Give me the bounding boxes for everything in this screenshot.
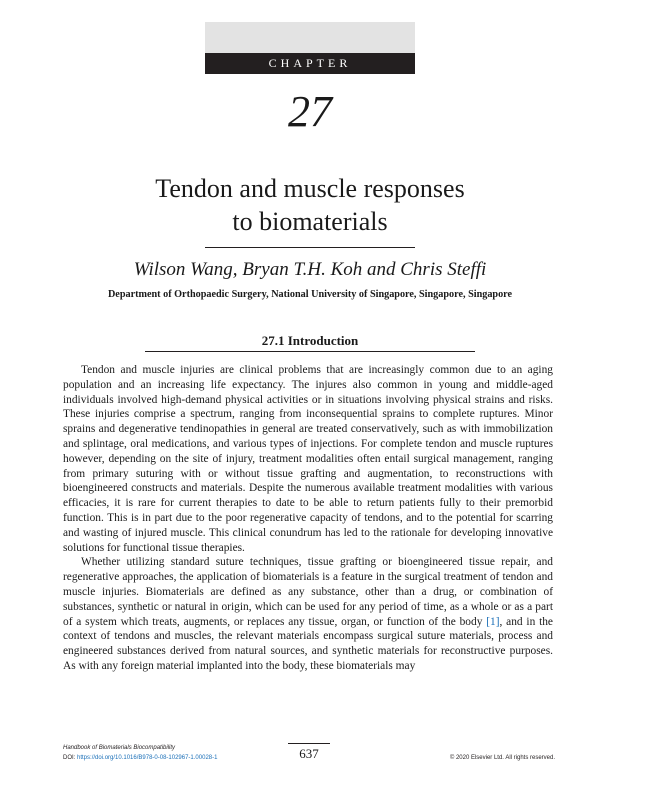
section-divider	[145, 351, 475, 352]
footer-source	[63, 743, 217, 763]
chapter-label-box	[205, 22, 415, 74]
doi-link[interactable]: https://doi.org/10.1016/B978-0-08-102967-1.00028-1	[77, 755, 218, 761]
section-number: 27.1	[261, 333, 285, 348]
chapter-title-line-1: Tendon and muscle responses	[155, 174, 465, 203]
author-list: Wilson Wang, Bryan T.H. Koh and Chris Steffi	[133, 259, 487, 280]
chapter-title-line-2: to biomaterials	[232, 207, 388, 236]
paragraph-2-text-a: Whether utilizing standard suture techniques, tissue grafting or bioengineered tissue repair, and regenerative approaches, the application of biomaterials is a feature in the surgical treatment of tendon and muscle injuries. Biomaterials are defined as any substance, other than a drug, or combination of substances, synthetic or natural in origin, which can be used for any period of time, as a whole or as a part of a system which treats, augments, or replaces any tissue, organ, or function of the body	[63, 556, 553, 628]
citation-link[interactable]: [1]	[486, 615, 500, 628]
paragraph-1: Tendon and muscle injuries are clinical problems that are increasingly common due to an aging population and an increasing life expectancy. The injures also common in young and middle-aged individuals involved high-demand physical activities or in situations involving physical strains and risks. These injuries comprise a spectrum, ranging from inconsequential sprains to complete ruptures. Minor sprains and degenerative tendinopathies in general are treated conservatively, such as with immobilization and splintage, oral medications, and various types of injections. For complete tendon and muscle ruptures however, depending on the site of injury, treatment modalities often entail surgical management, ranging from primary suturing with or without tissue grafting and augmentation, to reconstructions with bioengineered constructs and materials. Despite the numerous available treatment modalities with various efficacies, it is rare for current therapies to date to be able to return patients fully to their premorbid function. This is in part due to the poor regenerative capacity of tendons, and to the potential for scarring and wasting of injured muscle. This clinical conundrum has led to the rationale for developing innovative solutions for functional tissue therapies.	[63, 364, 553, 554]
chapter-number: 27	[288, 87, 332, 136]
author-affiliation: Department of Orthopaedic Surgery, National University of Singapore, Singapore, Singapore	[107, 289, 513, 300]
title-divider	[205, 247, 415, 248]
page-number-divider	[288, 743, 330, 744]
section-heading	[145, 333, 475, 349]
book-title: Handbook of Biomaterials Biocompatibility	[63, 745, 176, 751]
paragraph-2-text-b: , and in the context of tendons and muscles, the relevant materials encompass surgical suture materials, process and engineered substances derived from natural sources, and synthetic materials for reconstructive purposes. As with any foreign material implanted into the body, these biomaterials may	[63, 615, 553, 672]
chapter-title	[60, 172, 560, 238]
paragraph-2	[63, 555, 553, 673]
doi-label: DOI:	[63, 755, 76, 761]
copyright-notice: © 2020 Elsevier Ltd. All rights reserved.	[449, 755, 555, 761]
doi-line	[63, 753, 217, 763]
section-title: Introduction	[287, 333, 359, 348]
body-text	[63, 363, 553, 674]
page-number: 637	[299, 746, 319, 761]
chapter-label: CHAPTER	[205, 53, 415, 74]
